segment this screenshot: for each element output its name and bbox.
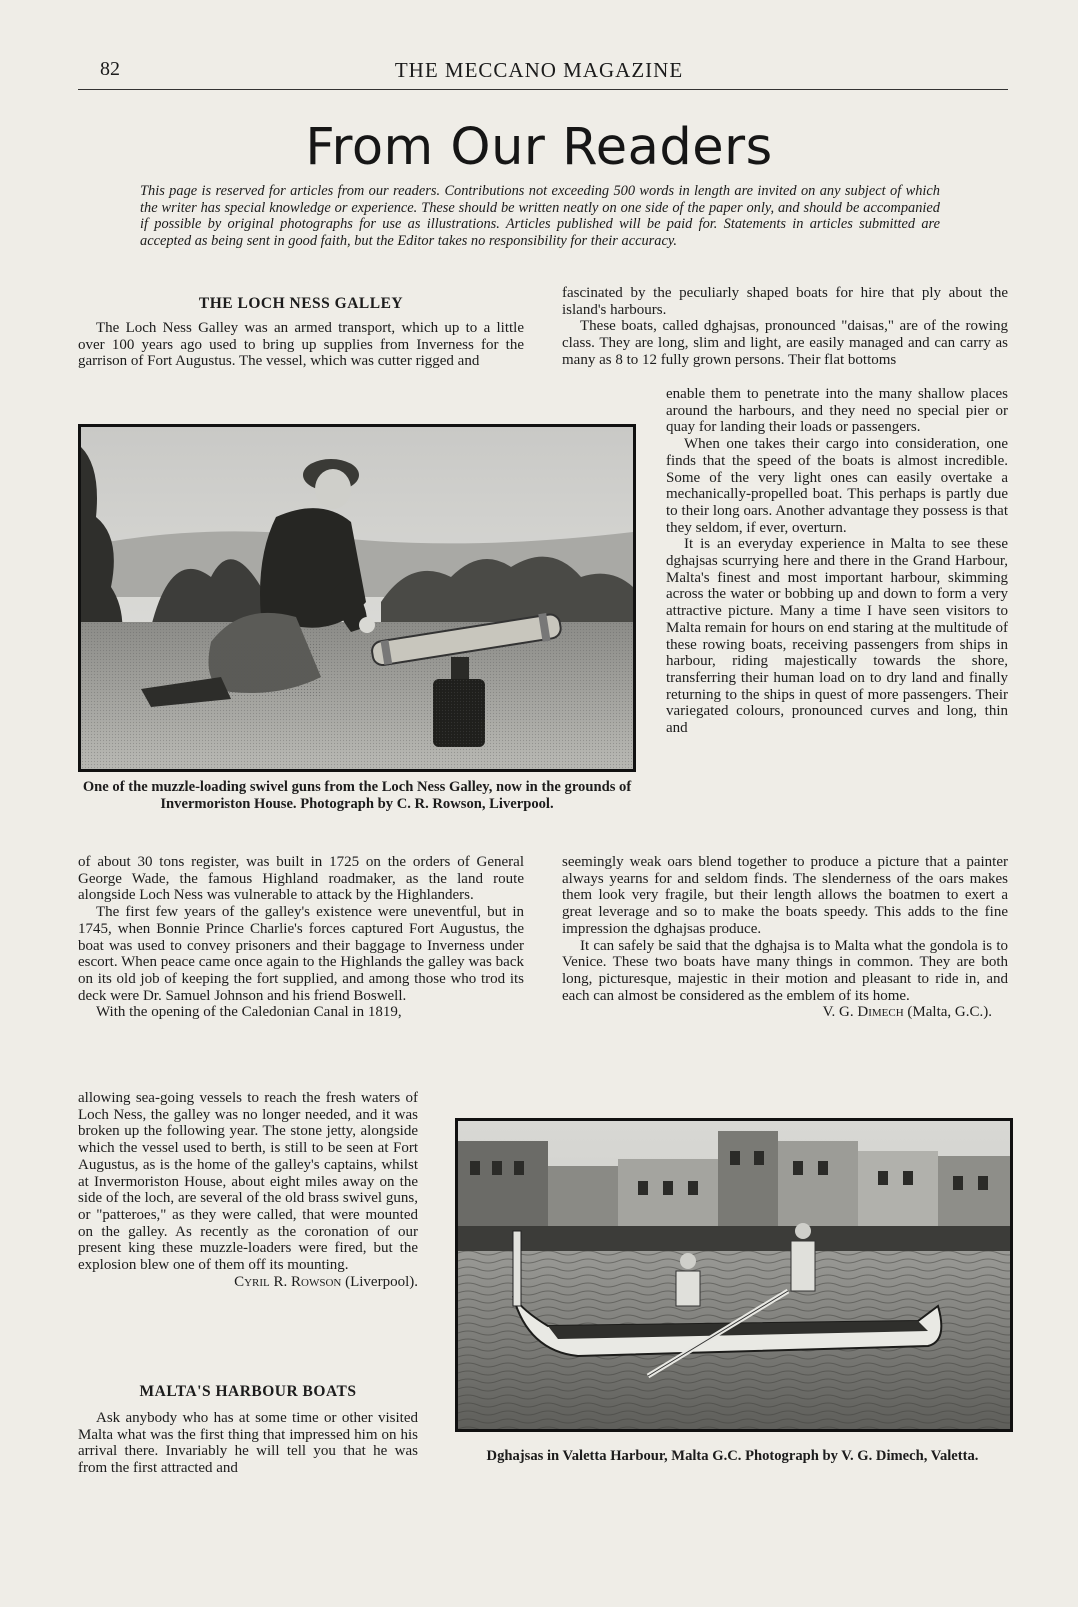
dghajsas-illustration [458,1121,1010,1429]
intro-text: This page is reserved for articles from our readers. Contributions not exceeding 500 words in length are invited on any subject of which the writer has special knowledge or experience. These should be written neatly on one side of the paper only, and should be accompanied if possible by original photographs for use as illustrations. Articles published will be paid for. Statements in articles submitted are accepted as being sent in good faith, but the Editor takes no responsibility for their accuracy. [140,183,940,249]
article1-body-narrow: allowing sea-going vessels to reach the fresh waters of Loch Ness, the galley was no longer needed, and it was broken up the following year. The stone jetty, alongside which the vessel used to berth, is still to be seen at Fort Augustus, as is the home of the galley's captains, whilst at Invermoriston House, about eight miles away on the side of the loch, are several of the old brass swivel guns, or "patteroes," as they were called, that were mounted on the galley. As recently as the coronation of our present king these muzzle-loaders were fired, but the explosion blew one of them off its mounting. Cyril R. Rowson (Liverpool). [78,1090,418,1290]
dghajsas-photo-caption: Dghajsas in Valetta Harbour, Malta G.C. Photograph by V. G. Dimech, Valetta. [486,1448,979,1464]
swivel-gun-photo-caption: One of the muzzle-loading swivel guns from the Loch Ness Galley, now in the grounds of Invermoriston House. Photograph by C. R. Rowson, Liverpool. [82,779,632,812]
article2-paragraph-1: Ask anybody who has at some time or other visited Malta what was the first thing that impressed him on his arrival there. Invariably he will tell you that he was from the first attracted and [78,1410,418,1477]
header-rule [78,89,1008,90]
swivel-gun-photo [78,424,636,772]
article2-heading: MALTA'S HARBOUR BOATS [139,1383,357,1400]
page-number: 82 [100,58,120,80]
article2-body-top: fascinated by the peculiarly shaped boats for hire that ply about the island's harbours. These boats, called dghajsas, pronounced "daisas," are of the rowing class. They are long, slim and light, are easily managed and can carry as many as 8 to 12 fully grown persons. Their flat bottoms [562,285,1008,368]
dghajsas-photo [455,1118,1013,1432]
article2-body-wide: seemingly weak oars blend together to produce a picture that a painter always yearns for and seldom finds. The slenderness of the oars makes them look very fragile, but their length allows the boatmen to exert a great leverage and so to make the boats speedy. This adds to the fine impression the dghajsas produce. It can safely be said that the dghajsa is to Malta what the gondola is to Venice. These two boats have many things in common. They are both long, picturesque, majestic in their motion and pleasant to ride in, and each can almost be considered as the emblem of its home. V. G. Dimech (Malta, G.C.). [562,854,1008,1021]
article1-author: Cyril R. Rowson (Liverpool). [234,1273,418,1290]
article2-body-narrow: enable them to penetrate into the many shallow places around the harbours, and they need no special pier or quay for landing their loads or passengers. When one takes their cargo into consideration, one finds that the speed of the boats is almost incredible. Some of the very light ones can easily overtake a mechanically-propelled boat. This perhaps is partly due to their long oars. Another advantage they possess is that they seldom, if ever, overturn. It is an everyday experience in Malta to see these dghajsas scurrying here and there in the Grand Harbour, Malta's finest and most important harbour, skimming across the water or bobbing up and down to form a very attractive picture. Many a time I have seen visitors to Malta remain for hours on end staring at the multitude of these rowing boats, receiving passengers from ships in harbour, riding majestically towards the shore, transferring their human load on to dry land and finally returning to the ships in quest of more passengers. Their variegated colours, pronounced curves and long, thin and [666,386,1008,737]
article1-heading: THE LOCH NESS GALLEY [198,295,404,312]
page-title: From Our Readers [305,118,773,177]
swivel-gun-illustration [81,427,633,769]
article1-body: of about 30 tons register, was built in 1725 on the orders of General George Wade, the famous Highland roadmaker, as the land route alongside Loch Ness was vulnerable to attack by the Highlanders. The first few years of the galley's existence were uneventful, but in 1745, when Bonnie Prince Charlie's forces captured Fort Augustus, the boat was used to convey prisoners and their baggage to Inverness under escort. When peace came once again to the Highlands the galley was back on its old job of keeping the fort supplied, and among those who trod its deck were Dr. Samuel Johnson and his friend Boswell. With the opening of the Caledonian Canal in 1819, [78,854,524,1021]
article2-author: V. G. Dimech (Malta, G.C.). [822,1004,992,1021]
article1-paragraph-1: The Loch Ness Galley was an armed transport, which up to a little over 100 years ago used to bring up supplies from Inverness for the garrison of Fort Augustus. The vessel, which was cutter rigged and [78,320,524,370]
running-title: THE MECCANO MAGAZINE [394,58,684,82]
